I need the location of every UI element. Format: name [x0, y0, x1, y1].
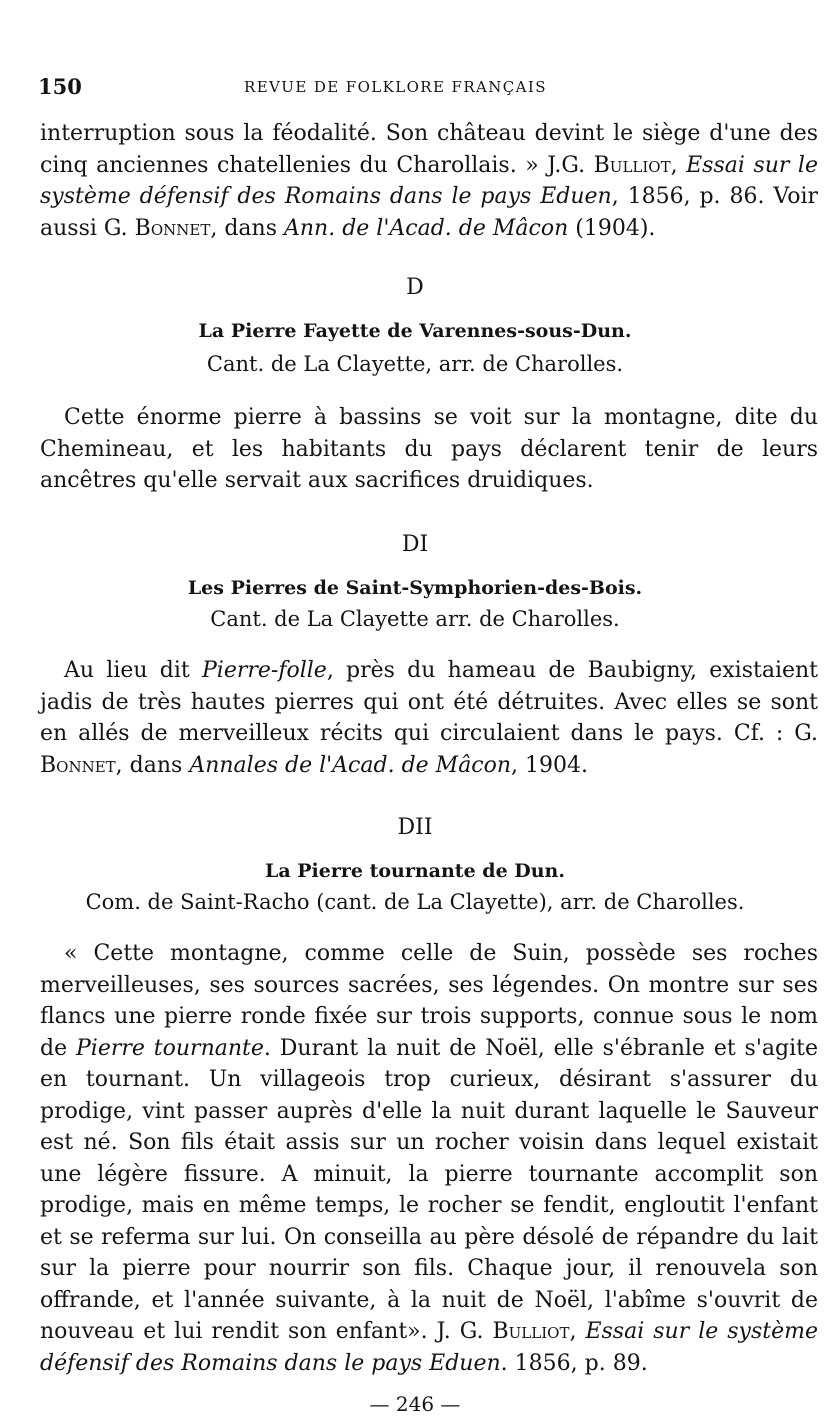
- paragraph-text: « Cette montagne, comme celle de Suin, possède ses roches merveilleuses, ses sources sacrées, ses légendes. On montre sur ses flancs une pierre ronde fixée sur trois supports, connue sous le nom de: [40, 941, 818, 1061]
- section-paragraph: [40, 938, 818, 1379]
- author-name: Bonnet: [134, 215, 211, 241]
- page-header: [38, 68, 818, 98]
- separator: ,: [569, 1319, 586, 1344]
- separator: ,: [670, 152, 687, 178]
- page-footer-number: — 246 —: [369, 1392, 461, 1416]
- section-numeral: D: [406, 275, 424, 300]
- continuation-text: (1904).: [568, 215, 656, 241]
- section-paragraph: [40, 655, 818, 781]
- running-title: REVUE DE FOLKLORE FRANÇAIS: [244, 78, 547, 96]
- place-name: Pierre-folle: [201, 658, 327, 683]
- section-title: La Pierre Fayette de Varennes-sous-Dun.: [198, 320, 632, 342]
- paragraph-text: . 1856, p. 89.: [500, 1350, 648, 1376]
- stone-name: Pierre tournante: [76, 1035, 264, 1061]
- continuation-block: [40, 118, 818, 244]
- author-name: Bonnet: [40, 752, 116, 778]
- work-title: Essai sur le système défensif des Romains dans le pays Eduen: [40, 1319, 818, 1376]
- section-body: [40, 402, 818, 497]
- journal-title: Ann. de l'Acad. de Mâcon: [283, 215, 569, 241]
- paragraph-text: Au lieu dit: [64, 658, 202, 683]
- continuation-text: , dans: [210, 215, 284, 241]
- section-subtitle: Cant. de La Clayette, arr. de Charolles.: [206, 352, 624, 376]
- paragraph-text: , dans: [115, 752, 190, 778]
- journal-title: Annales de l'Acad. de Mâcon: [189, 752, 512, 778]
- work-title: Essai sur le système défensif des Romains dans le pays Eduen: [40, 152, 818, 209]
- continuation-text: , 1856, p. 86. Voir aussi G.: [40, 184, 818, 241]
- section-title: Les Pierres de Saint-Symphorien-des-Bois.: [187, 577, 643, 599]
- continuation-paragraph: [40, 118, 818, 244]
- section-paragraph: Cette énorme pierre à bassins se voit sur la montagne, dite du Chemineau, et les habitants du pays déclarent tenir de leurs ancêtres qu'elle servait aux sacrifices druidiques.: [40, 405, 818, 493]
- author-name: Bulliot: [492, 1319, 570, 1344]
- section-subtitle: Com. de Saint-Racho (cant. de La Clayette), arr. de Charolles.: [85, 890, 745, 914]
- section-numeral: DI: [401, 532, 429, 557]
- paragraph-text: . Durant la nuit de Noël, elle s'ébranle et s'agite en tournant. Un villageois trop curieux, désirant s'assurer du prodige, vint passer auprès d'elle la nuit durant laquelle le Sauveur est né. Son fils était assis sur un rocher voisin dans lequel existait une légère fissure. A minuit, la pierre tournante accomplit son prodige, mais en même temps, le rocher se fendit, engloutit l'enfant et se referma sur lui. On conseilla au père désolé de répandre du lait sur la pierre pour nourrir son fils. Chaque jour, il renouvela son offrande, et l'année suivante, à la nuit de Noël, l'abîme s'ouvrit de nouveau et lui rendit son enfant». J. G.: [40, 1035, 818, 1344]
- paragraph-text: , 1904.: [511, 752, 589, 778]
- section-title: La Pierre tournante de Dun.: [264, 860, 565, 882]
- section-body: [40, 655, 818, 781]
- section-body: [40, 938, 818, 1379]
- continuation-text: interruption sous la féodalité. Son château devint le siège d'une des cinq anciennes chatellenies du Charollais. » J.G.: [40, 121, 818, 178]
- paragraph-text: , près du hameau de Baubigny, existaient jadis de très hautes pierres qui ont été détruites. Avec elles se sont en allés de merveilleux récits qui circulaient dans le pays. Cf. : G.: [40, 658, 819, 746]
- section-numeral: DII: [397, 815, 433, 840]
- author-name: Bulliot: [593, 152, 671, 178]
- page-number: 150: [38, 74, 82, 99]
- section-subtitle: Cant. de La Clayette arr. de Charolles.: [210, 607, 620, 631]
